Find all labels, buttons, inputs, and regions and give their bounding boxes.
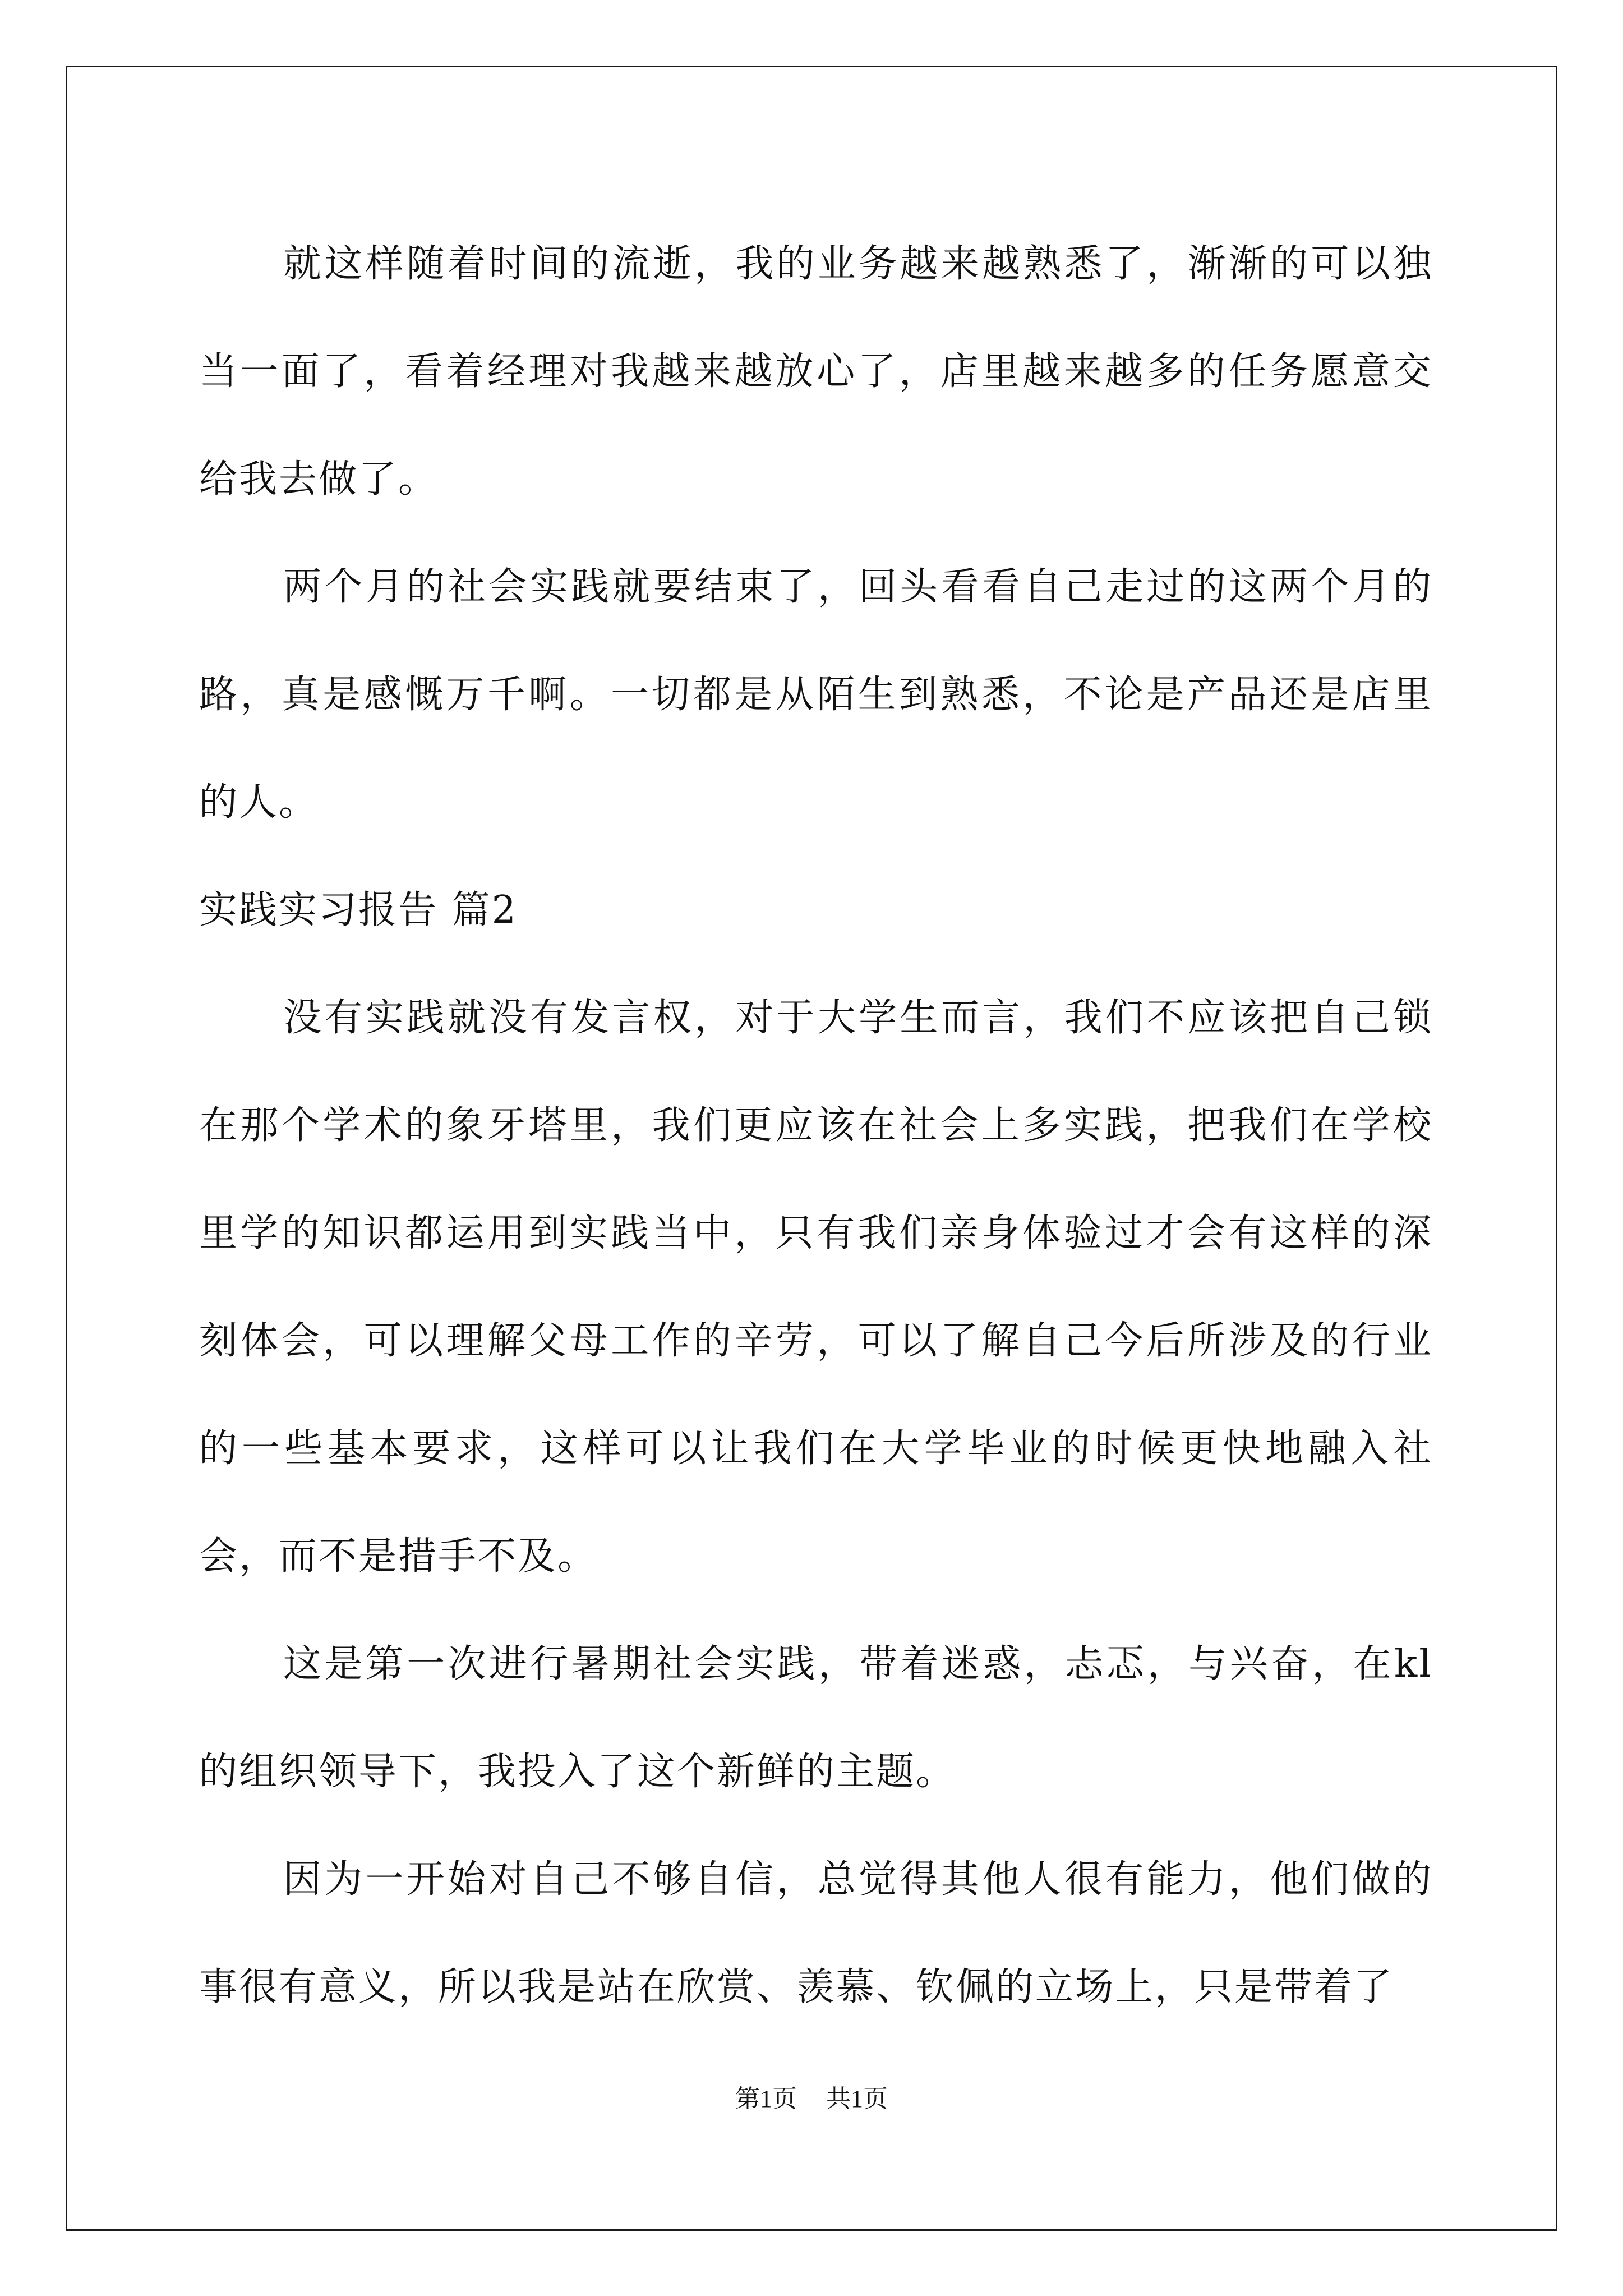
paragraph: 两个月的社会实践就要结束了，回头看看自己走过的这两个月的路，真是感慨万千啊。一切都是从陌生到熟悉，不论是产品还是店里的人。 [199,565,1433,825]
page-number: 第1页 [735,2085,797,2113]
paragraph: 这是第一次进行暑期社会实践，带着迷惑，忐忑，与兴奋，在kl的组织领导下，我投入了这个新鲜的主题。 [199,1642,1433,1794]
paragraph: 因为一开始对自己不够自信，总觉得其他人很有能力，他们做的事很有意义，所以我是站在欣赏、羡慕、钦佩的立场上，只是带着了 [199,1857,1433,2009]
section-heading: 实践实习报告 篇2 [199,888,518,932]
paragraph: 就这样随着时间的流逝，我的业务越来越熟悉了，渐渐的可以独当一面了，看着经理对我越来越放心了，店里越来越多的任务愿意交给我去做了。 [199,242,1433,501]
document-body [199,210,1433,2041]
page-total: 共1页 [826,2085,888,2113]
page-footer [0,2078,1623,2114]
paragraph: 没有实践就没有发言权，对于大学生而言，我们不应该把自己锁在那个学术的象牙塔里，我们更应该在社会上多实践，把我们在学校里学的知识都运用到实践当中，只有我们亲身体验过才会有这样的深刻体会，可以理解父母工作的辛劳，可以了解自己今后所涉及的行业的一些基本要求，这样可以让我们在大学毕业的时候更快地融入社会，而不是措手不及。 [199,996,1433,1579]
